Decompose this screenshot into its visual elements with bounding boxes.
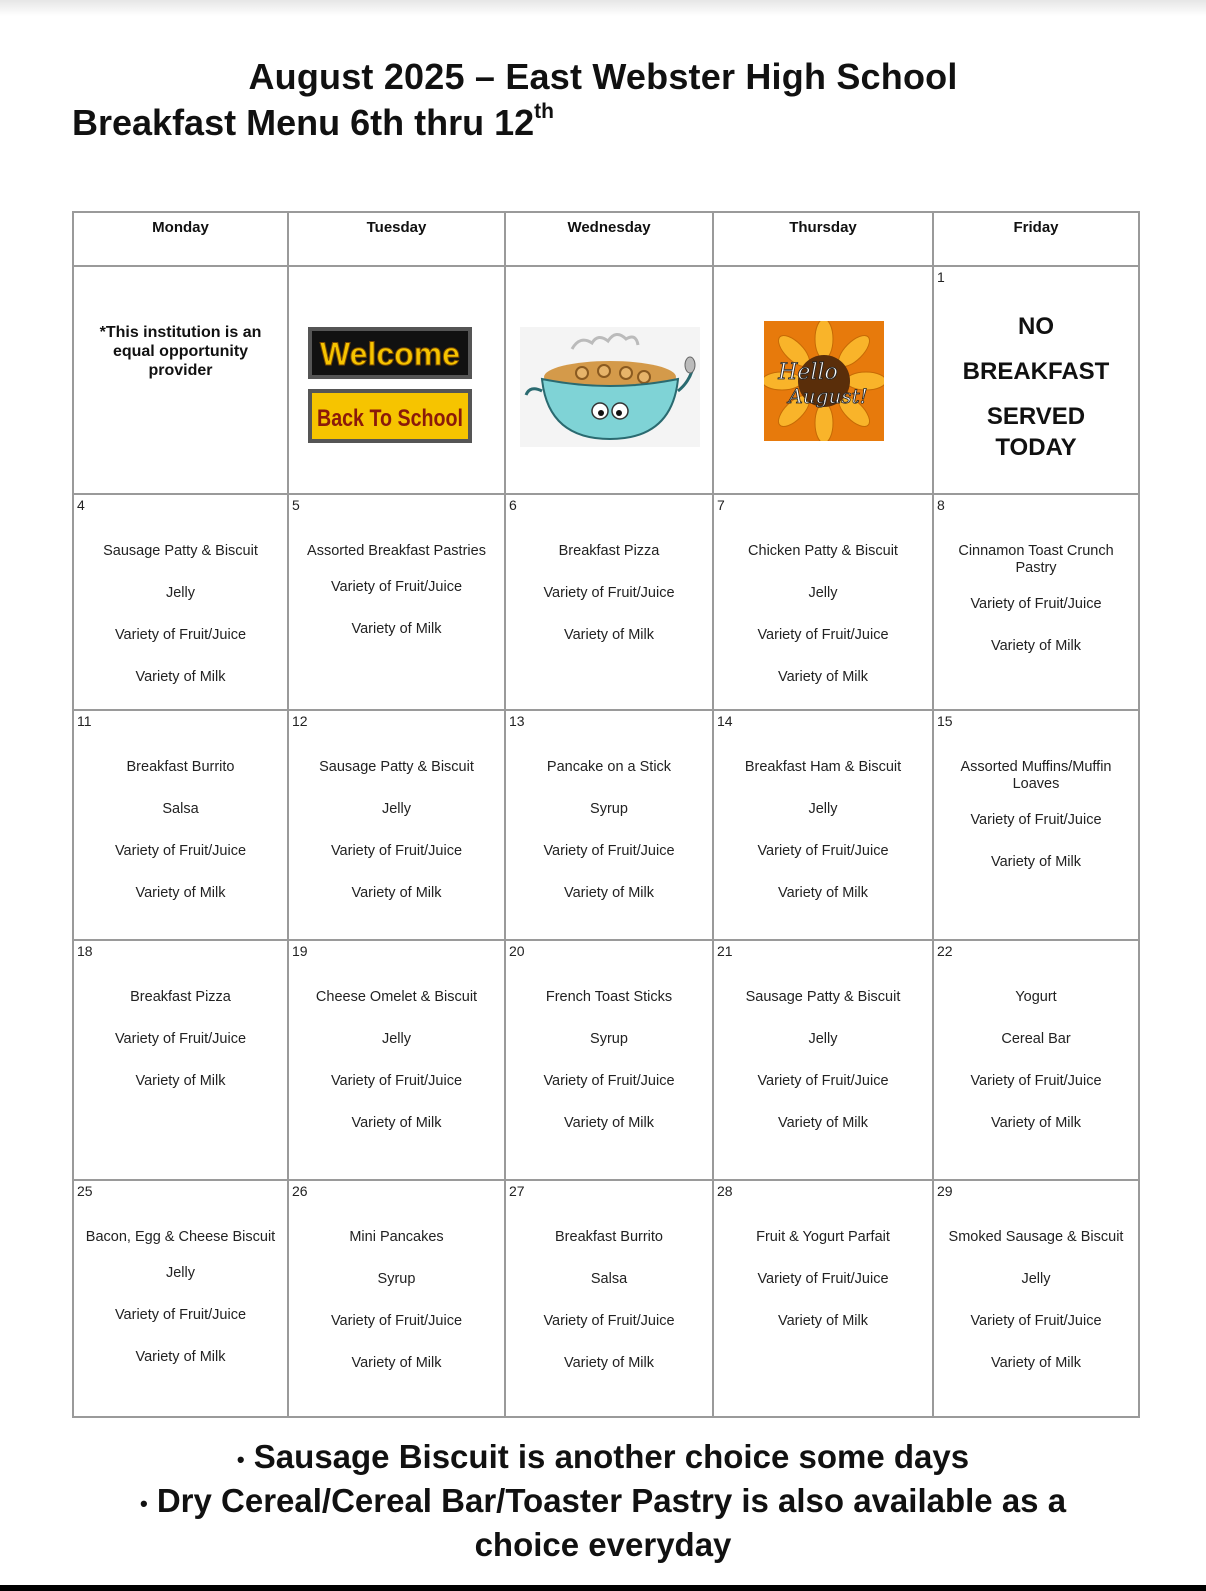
date-number: 20 [509, 943, 525, 959]
week-row-1 [73, 266, 1139, 494]
page-title: August 2025 – East Webster High School [248, 56, 958, 97]
header-tuesday: Tuesday [288, 212, 505, 266]
menu-item: Variety of Milk [564, 1355, 654, 1371]
menu-item: Yogurt [1015, 989, 1057, 1005]
menu-item: Variety of Milk [991, 638, 1081, 654]
menu-item: Sausage Patty & Biscuit [319, 759, 474, 775]
header-friday: Friday [933, 212, 1139, 266]
menu-item: Jelly [165, 1265, 195, 1281]
menu-item: Variety of Fruit/Juice [543, 1073, 675, 1089]
menu-item: Variety of Fruit/Juice [757, 843, 889, 859]
page-subtitle [72, 102, 554, 144]
menu-item: Variety of Milk [135, 885, 226, 901]
menu-item: Variety of Milk [135, 669, 226, 685]
date-number: 1 [937, 269, 945, 285]
menu-item: Jelly [808, 585, 838, 601]
hello-text: Hello [778, 360, 838, 385]
day-cell [73, 710, 288, 940]
footer-notes [0, 1436, 1206, 1565]
menu-item: Variety of Milk [778, 1115, 868, 1131]
day-cell [505, 940, 713, 1180]
menu-item: Variety of Milk [991, 1355, 1081, 1371]
week-row-5 [73, 1180, 1139, 1417]
menu-item: Variety of Fruit/Juice [114, 1031, 247, 1047]
menu-item: Breakfast Burrito [126, 759, 235, 775]
menu-item: Variety of Milk [351, 1115, 442, 1131]
date-number: 5 [292, 497, 300, 513]
menu-item: Salsa [590, 1271, 628, 1287]
menu-items [506, 1229, 712, 1397]
date-number: 12 [292, 713, 308, 729]
menu-item: Variety of Milk [778, 1313, 868, 1329]
day-cell [505, 1180, 713, 1417]
menu-item: Cheese Omelet & Biscuit [315, 989, 478, 1005]
menu-item: Variety of Fruit/Juice [543, 585, 675, 601]
header-wednesday: Wednesday [505, 212, 713, 266]
bullet: • [236, 1446, 245, 1472]
menu-items [74, 759, 287, 927]
menu-item: Variety of Fruit/Juice [757, 627, 889, 643]
menu-item: Variety of Milk [135, 1073, 226, 1089]
menu-items [289, 989, 504, 1157]
menu-item: Syrup [377, 1271, 416, 1287]
week-row-4 [73, 940, 1139, 1180]
date-number: 26 [292, 1183, 308, 1199]
notice-line: NO [1018, 313, 1054, 340]
menu-item: Mini Pancakes [349, 1229, 444, 1245]
menu-item: Variety of Fruit/Juice [757, 1271, 889, 1287]
menu-item: Assorted Muffins/Muffin Loaves [960, 759, 1112, 792]
cell-welcome [288, 266, 505, 494]
menu-items [289, 543, 504, 663]
date-number: 15 [937, 713, 953, 729]
welcome-text: Welcome [320, 336, 460, 372]
date-number: 8 [937, 497, 945, 513]
menu-item: Variety of Fruit/Juice [330, 1073, 463, 1089]
date-number: 25 [77, 1183, 93, 1199]
menu-item: Variety of Fruit/Juice [970, 596, 1102, 612]
august-text: August! [788, 384, 868, 408]
menu-item: Assorted Breakfast Pastries [307, 543, 486, 559]
cell-cereal-bowl [505, 266, 713, 494]
menu-item: Variety of Fruit/Juice [970, 1073, 1102, 1089]
menu-item: Bacon, Egg & Cheese Biscuit [85, 1229, 276, 1245]
date-number: 18 [77, 943, 93, 959]
menu-item: Smoked Sausage & Biscuit [948, 1229, 1124, 1245]
menu-item: Variety of Milk [991, 1115, 1081, 1131]
weekday-header-row [73, 212, 1139, 266]
day-cell [73, 940, 288, 1180]
menu-item: Variety of Fruit/Juice [757, 1073, 889, 1089]
menu-item: Jelly [165, 585, 195, 601]
menu-calendar [72, 211, 1140, 1418]
menu-item: Variety of Fruit/Juice [114, 627, 247, 643]
menu-item: Syrup [590, 1031, 628, 1047]
bullet: • [139, 1490, 148, 1516]
date-number: 11 [77, 713, 92, 729]
day-cell [288, 494, 505, 710]
day-cell [288, 1180, 505, 1417]
week-row-2 [73, 494, 1139, 710]
menu-item: Variety of Fruit/Juice [114, 1307, 247, 1323]
menu-item: Variety of Fruit/Juice [970, 812, 1102, 828]
menu-items [714, 989, 932, 1157]
menu-items [74, 1229, 287, 1391]
menu-items [714, 543, 932, 711]
date-number: 27 [509, 1183, 525, 1199]
no-breakfast-notice [934, 311, 1138, 463]
subtitle-sup: th [534, 100, 554, 123]
menu-item: Variety of Milk [351, 621, 442, 637]
menu-items [934, 1229, 1138, 1397]
menu-item: Variety of Milk [351, 885, 442, 901]
day-cell [933, 940, 1139, 1180]
date-number: 21 [717, 943, 733, 959]
menu-item: French Toast Sticks [545, 989, 673, 1005]
menu-item: Pancake on a Stick [546, 759, 672, 775]
date-number: 6 [509, 497, 517, 513]
top-shadow [0, 0, 1206, 16]
day-cell [505, 710, 713, 940]
welcome-back-image [304, 325, 490, 449]
menu-item: Salsa [162, 801, 199, 817]
menu-items [934, 543, 1138, 680]
menu-item: Fruit & Yogurt Parfait [756, 1229, 890, 1245]
date-number: 14 [717, 713, 733, 729]
menu-item: Variety of Fruit/Juice [543, 843, 675, 859]
menu-item: Jelly [808, 801, 838, 817]
menu-item: Syrup [590, 801, 628, 817]
menu-item: Variety of Milk [991, 854, 1081, 870]
week-row-3 [73, 710, 1139, 940]
cell-hello-august [713, 266, 933, 494]
notice-line: BREAKFAST [962, 358, 1110, 385]
day-cell [288, 710, 505, 940]
menu-item: Jelly [1021, 1271, 1051, 1287]
bottom-border [0, 1585, 1206, 1591]
date-number: 13 [509, 713, 525, 729]
day-cell [288, 940, 505, 1180]
day-cell [933, 494, 1139, 710]
menu-item: Variety of Milk [778, 885, 868, 901]
footer-text: Sausage Biscuit is another choice some days [253, 1438, 970, 1475]
header-monday: Monday [73, 212, 288, 266]
back-to-school-text: Back To School [317, 405, 463, 432]
menu-item: Cereal Bar [1001, 1031, 1071, 1047]
menu-item: Chicken Patty & Biscuit [748, 543, 898, 559]
day-cell [933, 710, 1139, 940]
day-cell [505, 494, 713, 710]
date-number: 22 [937, 943, 953, 959]
menu-item: Sausage Patty & Biscuit [103, 543, 258, 559]
menu-items [289, 1229, 504, 1397]
date-number: 19 [292, 943, 308, 959]
menu-item: Breakfast Burrito [555, 1229, 663, 1245]
footer-note-2-cont: choice everyday [474, 1525, 732, 1563]
menu-item: Breakfast Ham & Biscuit [744, 759, 902, 775]
menu-items [714, 759, 932, 927]
menu-items [934, 989, 1138, 1157]
menu-item: Variety of Fruit/Juice [543, 1313, 675, 1329]
menu-items [74, 989, 287, 1115]
menu-items [74, 543, 287, 711]
day-cell [73, 1180, 288, 1417]
menu-item: Variety of Fruit/Juice [970, 1313, 1102, 1329]
menu-item: Jelly [808, 1031, 838, 1047]
menu-items [506, 989, 712, 1157]
footer-note-2 [0, 1480, 1206, 1524]
day-cell [713, 1180, 933, 1417]
menu-items [934, 759, 1138, 896]
menu-item: Variety of Fruit/Juice [330, 843, 463, 859]
footer-text: Dry Cereal/Cereal Bar/Toaster Pastry is also available as a [156, 1481, 1067, 1519]
date-number: 7 [717, 497, 725, 513]
menu-item: Variety of Milk [351, 1355, 442, 1371]
notice-line: SERVED [986, 403, 1086, 430]
footer-note-1 [0, 1436, 1206, 1480]
date-number: 29 [937, 1183, 953, 1199]
cereal-bowl-image [520, 327, 700, 447]
menu-item: Jelly [381, 1031, 411, 1047]
hello-august-image [764, 321, 884, 441]
menu-item: Breakfast Pizza [558, 543, 660, 559]
menu-items [506, 543, 712, 669]
menu-item: Variety of Milk [564, 627, 654, 643]
menu-item: Sausage Patty & Biscuit [745, 989, 901, 1005]
menu-item: Breakfast Pizza [130, 989, 231, 1005]
menu-item: Variety of Fruit/Juice [114, 843, 247, 859]
day-cell [713, 710, 933, 940]
cell-eop [73, 266, 288, 494]
menu-item: Jelly [381, 801, 411, 817]
menu-item: Variety of Milk [135, 1349, 226, 1365]
notice-line: TODAY [995, 434, 1077, 461]
menu-item: Variety of Milk [564, 1115, 654, 1131]
menu-item: Cinnamon Toast Crunch Pastry [958, 543, 1114, 576]
menu-item: Variety of Fruit/Juice [330, 579, 463, 595]
menu-items [289, 759, 504, 927]
menu-item: Variety of Fruit/Juice [330, 1313, 463, 1329]
subtitle-text: Breakfast Menu 6th thru 12 [72, 102, 535, 143]
date-number: 4 [77, 497, 85, 513]
day-cell [73, 494, 288, 710]
menu-items [714, 1229, 932, 1355]
day-cell [713, 940, 933, 1180]
menu-items [506, 759, 712, 927]
day-cell [713, 494, 933, 710]
equal-opportunity-note: *This institution is an equal opportunity provider [99, 324, 262, 379]
day-cell [933, 1180, 1139, 1417]
cell-day-1 [933, 266, 1139, 494]
menu-item: Variety of Milk [778, 669, 868, 685]
header-thursday: Thursday [713, 212, 933, 266]
date-number: 28 [717, 1183, 733, 1199]
menu-item: Variety of Milk [564, 885, 654, 901]
